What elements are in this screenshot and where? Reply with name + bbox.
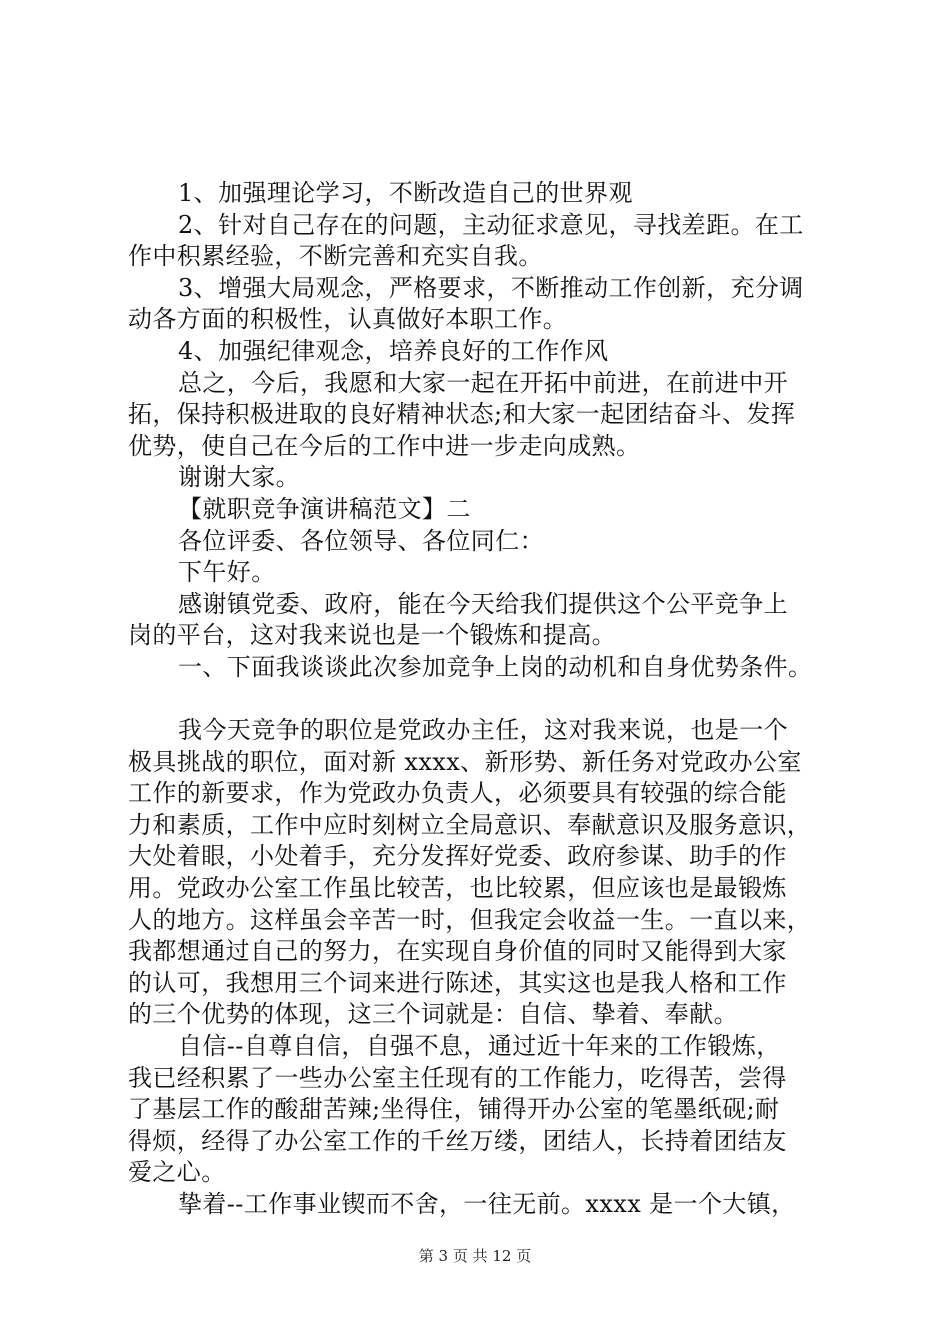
text-line: 【就职竞争演讲稿范文】二 (178, 494, 471, 523)
text-line: 挚着--工作事业锲而不舍，一往无前。xxxx 是一个大镇， (178, 1190, 796, 1218)
text-line: 用。党政办公室工作虽比较苦，也比较累，但应该也是最锻炼 (128, 874, 787, 903)
text-line: 拓，保持积极进取的良好精神状态;和大家一起团结奋斗、发挥 (128, 400, 796, 429)
text-line: 下午好。 (178, 558, 276, 587)
text-line: 岗的平台，这对我来说也是一个锻炼和提高。 (128, 621, 616, 650)
text-line: 谢谢大家。 (178, 463, 300, 492)
text-line: 的三个优势的体现，这三个词就是：自信、挚着、奉献。 (128, 1000, 738, 1029)
text-line: 工作的新要求，作为党政办负责人，必须要具有较强的综合能 (128, 779, 787, 808)
text-line: 爱之心。 (128, 1158, 226, 1187)
blank-line (128, 684, 848, 716)
page-footer: 第 3 页 共 12 页 (418, 1247, 532, 1265)
text-line: 得烦，经得了办公室工作的千丝万缕，团结人，长持着团结友 (128, 1126, 787, 1155)
text-line: 的认可，我想用三个词来进行陈述，其实这也是我人格和工作 (128, 968, 787, 997)
text-line: 1、加强理论学习，不断改造自己的世界观 (178, 179, 633, 207)
text-line: 2、针对自己存在的问题，主动征求意见，寻找差距。在工 (178, 210, 804, 239)
text-line: 动各方面的积极性，认真做好本职工作。 (128, 305, 568, 334)
text-line: 了基层工作的酸甜苦辣;坐得住，铺得开办公室的笔墨纸砚;耐 (128, 1095, 780, 1124)
text-line: 极具挑战的职位，面对新 xxxx、新形势、新任务对党政办公室 (128, 747, 802, 776)
text-line: 我今天竞争的职位是党政办主任，这对我来说，也是一个 (178, 716, 788, 745)
text-line: 我都想通过自己的努力，在实现自身价值的同时又能得到大家 (128, 937, 787, 966)
text-line: 感谢镇党委、政府，能在今天给我们提供这个公平竞争上 (178, 589, 788, 618)
text-line: 大处着眼，小处着手，充分发挥好党委、政府参谋、助手的作 (128, 842, 787, 871)
text-line: 我已经积累了一些办公室主任现有的工作能力，吃得苦，尝得 (128, 1063, 787, 1092)
text-line: 4、加强纪律观念，培养良好的工作作风 (178, 336, 609, 365)
text-line: 人的地方。这样虽会辛苦一时，但我定会收益一生。一直以来， (128, 905, 812, 934)
text-line: 自信--自尊自信，自强不息，通过近十年来的工作锻炼， (178, 1032, 781, 1061)
text-line: 3、增强大局观念，严格要求，不断推动工作创新，充分调 (178, 273, 804, 302)
text-line: 作中积累经验，不断完善和充实自我。 (128, 242, 543, 271)
document-body (128, 178, 848, 1221)
text-line: 一、下面我谈谈此次参加竞争上岗的动机和自身优势条件。 (178, 652, 813, 681)
text-line: 各位评委、各位领导、各位同仁： (178, 526, 544, 555)
text-line: 力和素质，工作中应时刻树立全局意识、奉献意识及服务意识， (128, 810, 812, 839)
text-line: 总之，今后，我愿和大家一起在开拓中前进，在前进中开 (178, 368, 788, 397)
text-line: 优势，使自己在今后的工作中进一步走向成熟。 (128, 431, 641, 460)
